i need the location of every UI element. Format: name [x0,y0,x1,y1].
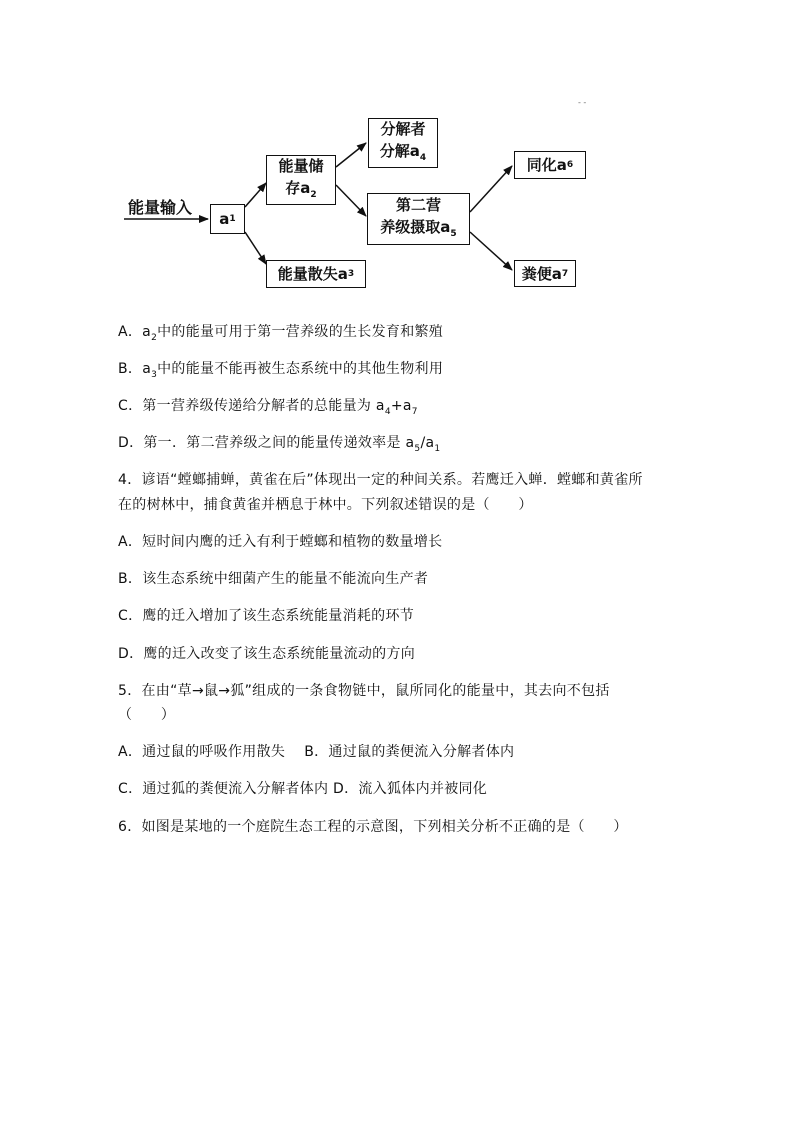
feces-box [514,260,576,287]
decomp-line1: 分解者 [380,119,426,138]
second-trophic-box [367,193,470,245]
a1-text: a [219,210,230,228]
q4-stem-line1: 4．谚语“螳螂捕蝉，黄雀在后”体现出一定的种间关系。若鹰迁入蝉．螳螂和黄雀所 [118,472,643,488]
q3-option-a: A．$a_2$中的能量可用于第一营养级的生长发育和繁殖 [118,324,444,343]
energy-flow-diagram [0,0,794,300]
q4-stem-line2: 在的树林中，捕食黄雀并栖息于林中。下列叙述错误的是（ ） [118,497,533,513]
decomp-line2: 分解a [379,141,420,160]
q5-stem-line1: 5．在由“草→鼠→狐”组成的一条食物链中，鼠所同化的能量中，其去向不包括 [118,683,610,699]
arrow-second-to-feces [470,232,512,270]
decomposer-box [368,118,438,168]
q3-option-c: C．第一营养级传递给分解者的总能量为 $a_4+a_7$ [118,398,418,417]
energy-input-label: 能量输入 [128,198,193,217]
feces-sub: 7 [561,268,569,279]
corner-mark: - - [578,98,587,107]
q3-option-b: B．$a_3$中的能量不能再被生态系统中的其他生物利用 [118,361,444,380]
arrow-a1-to-loss [245,232,266,264]
q3-option-d: D．第一．第二营养级之间的能量传递效率是 $a_5/a_1$ [118,435,441,454]
second-line1: 第二营 [395,195,441,214]
loss-text: 能量散失a [277,265,348,283]
storage-sub: 2 [310,189,317,200]
q6-stem: 6．如图是某地的一个庭院生态工程的示意图，下列相关分析不正确的是（ ） [118,819,628,835]
energy-storage-box [266,155,336,205]
q4-option-a: A．短时间内鹰的迁入有利于螳螂和植物的数量增长 [118,534,443,550]
arrow-a1-to-store [245,183,266,207]
energy-loss-box [266,260,366,288]
decomp-sub: 4 [419,152,427,163]
feces-text: 粪便a [521,264,562,283]
arrow-second-to-assim [470,166,512,212]
q5-stem-line2: （ ） [118,707,176,723]
a1-sub: 1 [229,214,236,224]
q5-options-ab: A．通过鼠的呼吸作用散失 B．通过鼠的粪便流入分解者体内 [118,744,515,760]
second-line2: 养级摄取a [380,217,451,236]
storage-line1: 能量储 [278,156,324,175]
assim-text: 同化a [526,156,567,174]
arrow-store-to-decomp [336,143,366,167]
assimilation-box [514,151,586,179]
second-sub: 5 [450,228,457,239]
storage-line2: 存a [285,178,311,197]
arrow-store-to-second [336,185,366,216]
loss-sub: 3 [347,269,355,279]
a1-box [210,204,245,234]
q4-option-c: C．鹰的迁入增加了该生态系统能量消耗的环节 [118,608,415,624]
q4-option-d: D．鹰的迁入改变了该生态系统能量流动的方向 [118,646,416,662]
q5-options-cd: C．通过狐的粪便流入分解者体内 D．流入狐体内并被同化 [118,781,488,797]
assim-sub: 6 [566,160,574,170]
q4-option-b: B．该生态系统中细菌产生的能量不能流向生产者 [118,571,429,587]
